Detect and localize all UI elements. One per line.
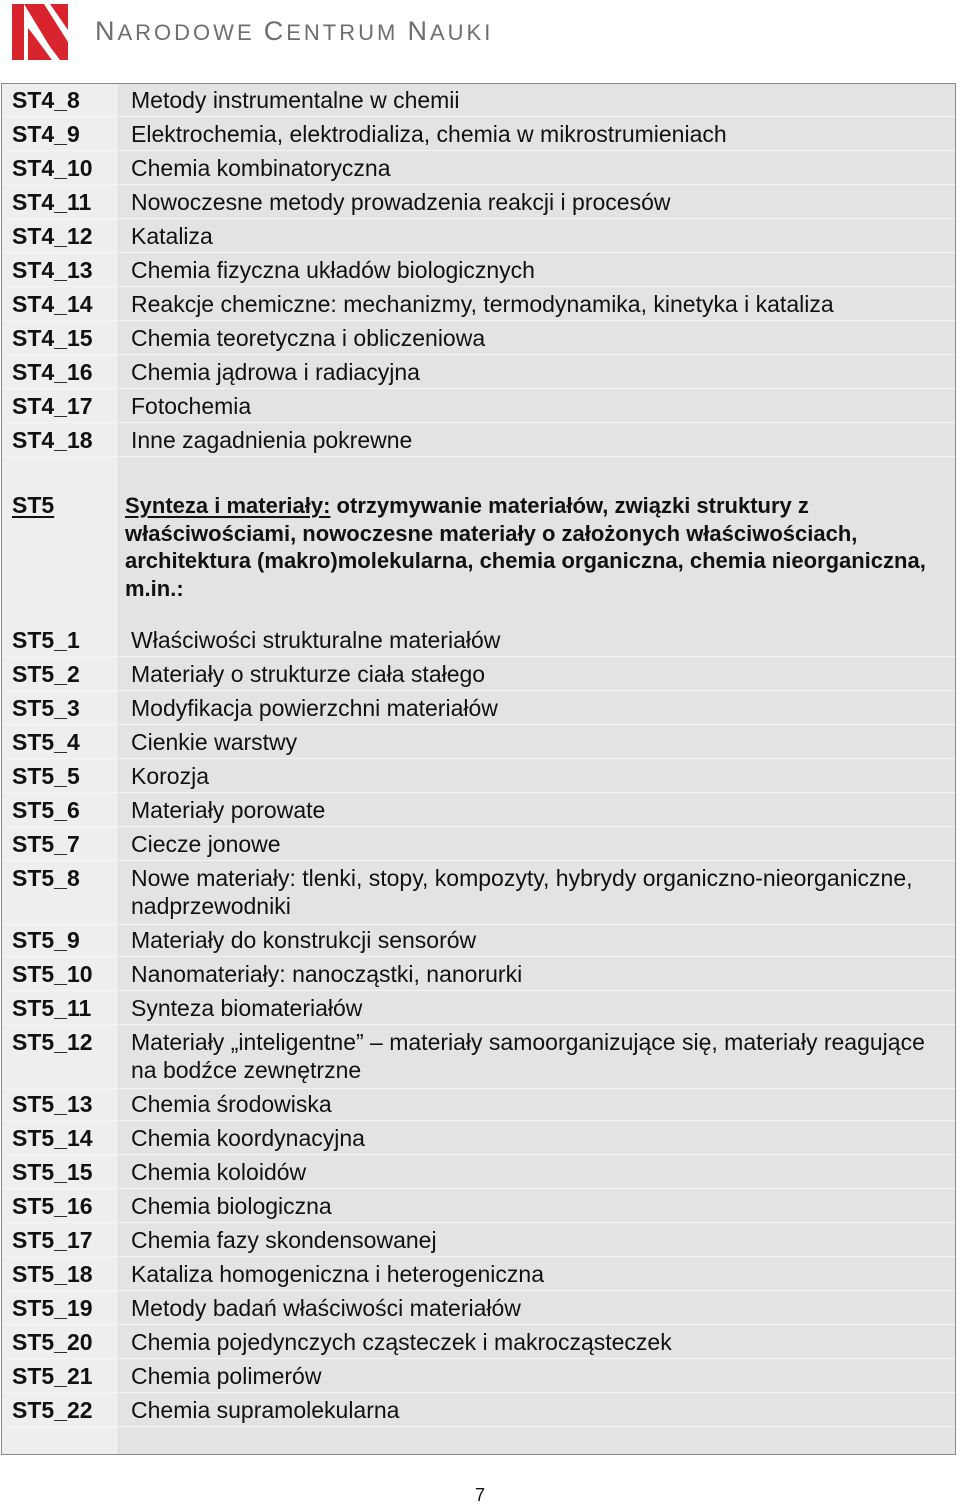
table-row bbox=[2, 958, 955, 991]
row-description: Nanomateriały: nanocząstki, nanorurki bbox=[131, 961, 523, 987]
table-row bbox=[2, 760, 955, 793]
row-description: Chemia teoretyczna i obliczeniowa bbox=[131, 325, 486, 351]
table-row bbox=[2, 1326, 955, 1359]
row-description: Kataliza homogeniczna i heterogeniczna bbox=[131, 1261, 544, 1287]
row-code: ST4_13 bbox=[12, 257, 93, 283]
row-code: ST4_10 bbox=[12, 155, 93, 181]
table-row bbox=[2, 152, 955, 185]
row-description: Cienkie warstwy bbox=[131, 729, 298, 755]
table-row bbox=[2, 692, 955, 725]
table-row bbox=[2, 1224, 955, 1257]
table-row bbox=[2, 1190, 955, 1223]
row-code: ST5_20 bbox=[12, 1329, 93, 1355]
table-row bbox=[2, 84, 955, 117]
row-description: Chemia kombinatoryczna bbox=[131, 155, 391, 181]
row-description: Nowoczesne metody prowadzenia reakcji i procesów bbox=[131, 189, 671, 215]
table-row bbox=[2, 118, 955, 151]
row-code: ST5_13 bbox=[12, 1091, 93, 1117]
row-description: Reakcje chemiczne: mechanizmy, termodynamika, kinetyka i kataliza bbox=[131, 291, 834, 317]
row-description: Materiały do konstrukcji sensorów bbox=[131, 927, 477, 953]
table-row bbox=[2, 658, 955, 691]
row-description: Inne zagadnienia pokrewne bbox=[131, 427, 413, 453]
table-row bbox=[2, 1088, 955, 1121]
row-code: ST5_16 bbox=[12, 1193, 93, 1219]
row-description: Chemia supramolekularna bbox=[131, 1397, 400, 1423]
row-description: Chemia środowiska bbox=[131, 1091, 332, 1117]
row-code: ST5_1 bbox=[12, 627, 80, 653]
row-code: ST5_3 bbox=[12, 695, 80, 721]
row-code: ST5_22 bbox=[12, 1397, 93, 1423]
row-code: ST4_9 bbox=[12, 121, 80, 147]
table-row bbox=[2, 1122, 955, 1155]
table-row bbox=[2, 862, 955, 925]
table-row bbox=[2, 828, 955, 861]
table-row bbox=[2, 1258, 955, 1291]
row-description: Synteza biomateriałów bbox=[131, 995, 363, 1021]
row-description: Modyfikacja powierzchni materiałów bbox=[131, 695, 498, 721]
table-row bbox=[2, 288, 955, 321]
table-row bbox=[2, 1026, 955, 1089]
row-code: ST5_10 bbox=[12, 961, 93, 987]
table-row bbox=[2, 1156, 955, 1189]
row-description: Właściwości strukturalne materiałów bbox=[131, 627, 501, 653]
row-code: ST5_19 bbox=[12, 1295, 93, 1321]
table-row bbox=[2, 356, 955, 389]
table-row bbox=[2, 186, 955, 219]
page-number: 7 bbox=[474, 1485, 485, 1505]
page-header bbox=[0, 0, 960, 70]
table-row bbox=[2, 1394, 955, 1427]
row-code: ST4_18 bbox=[12, 427, 93, 453]
section-description bbox=[125, 492, 950, 602]
table-row bbox=[2, 794, 955, 827]
row-code: ST4_14 bbox=[12, 291, 93, 317]
section-header-st5 bbox=[2, 492, 955, 604]
row-code: ST5_8 bbox=[12, 865, 80, 891]
row-code: ST5_9 bbox=[12, 927, 80, 953]
row-code: ST4_8 bbox=[12, 87, 80, 113]
row-description: Korozja bbox=[131, 763, 209, 789]
row-description: Fotochemia bbox=[131, 393, 252, 419]
row-description: Chemia fizyczna układów biologicznych bbox=[131, 257, 535, 283]
row-description: Materiały o strukturze ciała stałego bbox=[131, 661, 486, 687]
row-code: ST5_18 bbox=[12, 1261, 93, 1287]
section-code: ST5 bbox=[12, 492, 55, 518]
table-row bbox=[2, 1292, 955, 1325]
table-row bbox=[2, 1360, 955, 1393]
row-code: ST5_15 bbox=[12, 1159, 93, 1185]
row-description: Chemia jądrowa i radiacyjna bbox=[131, 359, 420, 385]
row-description: Chemia fazy skondensowanej bbox=[131, 1227, 437, 1253]
row-code: ST5_14 bbox=[12, 1125, 93, 1151]
row-code: ST4_16 bbox=[12, 359, 93, 385]
row-code: ST5_5 bbox=[12, 763, 80, 789]
row-code: ST5_6 bbox=[12, 797, 80, 823]
ncn-logo-icon bbox=[10, 2, 70, 60]
row-code: ST4_12 bbox=[12, 223, 93, 249]
org-name: NARODOWE CENTRUM NAUKI bbox=[95, 16, 494, 46]
domain-table bbox=[1, 83, 956, 1455]
section-text: otrzymywanie materiałów, związki struktury z właściwościami, nowoczesne materiały o założonych właściwościach, architektura (makro)molekularna, chemia organiczna, chemia nieorganiczna, m.in.: bbox=[125, 493, 926, 601]
row-description: Kataliza bbox=[131, 223, 213, 249]
row-code: ST4_17 bbox=[12, 393, 93, 419]
table-row bbox=[2, 254, 955, 287]
row-description: Chemia polimerów bbox=[131, 1363, 322, 1389]
row-description: Materiały porowate bbox=[131, 797, 326, 823]
row-code: ST5_7 bbox=[12, 831, 80, 857]
row-description: Metody badań właściwości materiałów bbox=[131, 1295, 521, 1321]
row-description: Materiały „inteligentne” – materiały samoorganizujące się, materiały reagujące na bodźce zewnętrzne bbox=[131, 1029, 925, 1083]
table-row bbox=[2, 220, 955, 253]
row-code: ST5_2 bbox=[12, 661, 80, 687]
row-description: Ciecze jonowe bbox=[131, 831, 281, 857]
row-description: Chemia koloidów bbox=[131, 1159, 307, 1185]
row-code: ST5_11 bbox=[12, 995, 92, 1021]
row-code: ST4_15 bbox=[12, 325, 93, 351]
row-code: ST5_4 bbox=[12, 729, 80, 755]
table-row bbox=[2, 424, 955, 457]
row-code: ST5_17 bbox=[12, 1227, 93, 1253]
section-title: Synteza i materiały: bbox=[125, 493, 331, 518]
row-description: Chemia koordynacyjna bbox=[131, 1125, 365, 1151]
row-description: Chemia pojedynczych cząsteczek i makrocząsteczek bbox=[131, 1329, 672, 1355]
table-row bbox=[2, 624, 955, 657]
table-row bbox=[2, 992, 955, 1025]
table-row bbox=[2, 322, 955, 355]
row-description: Chemia biologiczna bbox=[131, 1193, 332, 1219]
table-row bbox=[2, 924, 955, 957]
row-description: Elektrochemia, elektrodializa, chemia w mikrostrumieniach bbox=[131, 121, 727, 147]
table-row bbox=[2, 726, 955, 759]
row-code: ST5_12 bbox=[12, 1029, 93, 1055]
row-code: ST5_21 bbox=[12, 1363, 93, 1389]
row-code: ST4_11 bbox=[12, 189, 92, 215]
row-description: Metody instrumentalne w chemii bbox=[131, 87, 460, 113]
table-row bbox=[2, 390, 955, 423]
row-description: Nowe materiały: tlenki, stopy, kompozyty, hybrydy organiczno-nieorganiczne, nadprzewodniki bbox=[131, 865, 913, 919]
